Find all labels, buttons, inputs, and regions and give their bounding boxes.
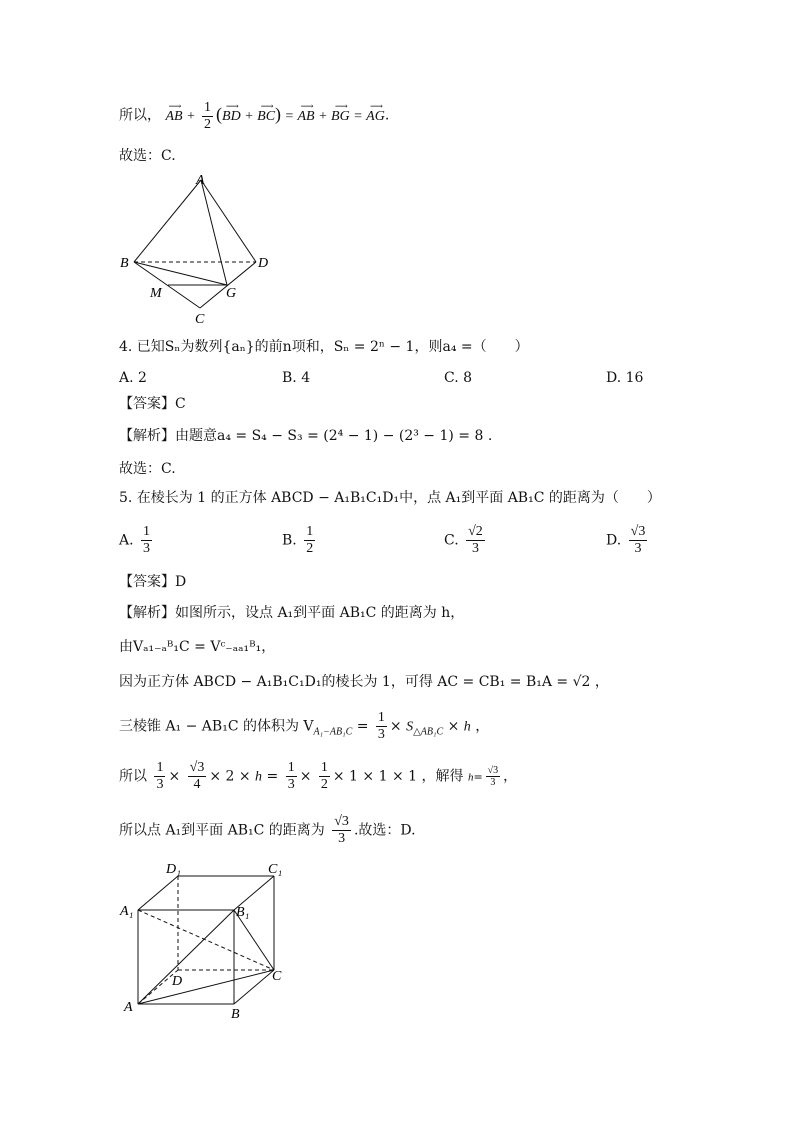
q5-answer: 【答案】D xyxy=(119,574,187,590)
label-C1: C₁ xyxy=(268,862,283,877)
q4-answer: 【答案】C xyxy=(119,396,186,412)
q5-text: 5. 在棱长为 1 的正方体 ABCD − A₁B₁C₁D₁中，点 A₁到平面 AB₁C 的距离为（ ） xyxy=(119,490,661,506)
q4-choose: 故选：C. xyxy=(119,461,176,477)
q5-option-c: C. $\frac{√2}{3}$ xyxy=(444,524,483,556)
label-B1: B₁ xyxy=(236,905,250,920)
q5-option-d: D. $\frac{√3}{3}$ xyxy=(606,524,646,556)
expr-end: . xyxy=(384,107,390,124)
q5-analysis-1: 【解析】如图所示，设点 A₁到平面 AB₁C 的距离为 h， xyxy=(119,605,465,621)
label-M: M xyxy=(150,286,162,301)
tetrahedron-figure xyxy=(112,170,282,330)
label-D: D xyxy=(172,974,183,989)
label-D: D xyxy=(258,256,269,271)
label-A: A xyxy=(196,173,205,188)
choose-c-1: 故选：C. xyxy=(119,148,176,164)
q5-analysis-6: 所以点 A₁到平面 AB₁C 的距离为 $\frac{√3}{3}$ .故选：D. xyxy=(119,814,416,846)
label-D1: D₁ xyxy=(166,862,181,877)
q5-analysis-3: 因为正方体 ABCD − A₁B₁C₁D₁的棱长为 1，可得 AC = CB₁ = B₁A = √2 ， xyxy=(119,674,609,690)
cube-figure xyxy=(118,858,298,1023)
q4-analysis: 【解析】由题意a₄ = S₄ − S₃ = (2⁴ − 1) − (2³ − 1) = 8 . xyxy=(119,428,493,444)
vector-sum-line xyxy=(119,100,389,133)
q5-analysis-4: 三棱锥 A₁ − AB₁C 的体积为 $V_{A_1-AB_1C}$ = $\frac{1}{3}$ × $S_{\triangle AB_1C} \times h$ ， xyxy=(119,710,490,742)
label-B: B xyxy=(231,1007,240,1022)
label-G: G xyxy=(226,286,237,301)
q4-option-a: A. 2 xyxy=(119,370,147,386)
q4-option-d: D. 16 xyxy=(606,370,644,386)
label-C: C xyxy=(272,969,282,984)
q5-analysis-2: 由Vₐ₁₋ₐᴮ₁C = Vᶜ₋ₐₐ₁ᴮ₁， xyxy=(119,639,276,655)
label-A1: A₁ xyxy=(120,904,134,919)
label-B: B xyxy=(120,256,129,271)
label-C: C xyxy=(195,312,205,327)
so-prefix: 所以， xyxy=(119,107,161,124)
q4-text: 4. 已知Sₙ为数列{aₙ}的前n项和，Sₙ = 2ⁿ − 1，则a₄ =（ ） xyxy=(119,339,529,355)
q4-option-c: C. 8 xyxy=(444,370,473,386)
q5-analysis-5: 所以 $\frac{1}{3}$ × $\frac{√3}{4}$ × 2 × h = $\frac{1}{3}$ × $\frac{1}{2}$ × 1 × 1 × 1 ，解得 h= $\frac{√3}{3}$ ， xyxy=(119,760,518,792)
vector-expression: ⟶ AB + $\frac{1}{2}$ (⟶ BD + ⟶ BC) = ⟶ AB + ⟶ BG = ⟶ AG xyxy=(165,109,384,124)
label-A: A xyxy=(124,1000,133,1015)
q5-option-a: A. $\frac{1}{3}$ xyxy=(119,524,151,556)
q4-option-b: B. 4 xyxy=(282,370,311,386)
q5-option-b: B. $\frac{1}{2}$ xyxy=(282,524,314,556)
